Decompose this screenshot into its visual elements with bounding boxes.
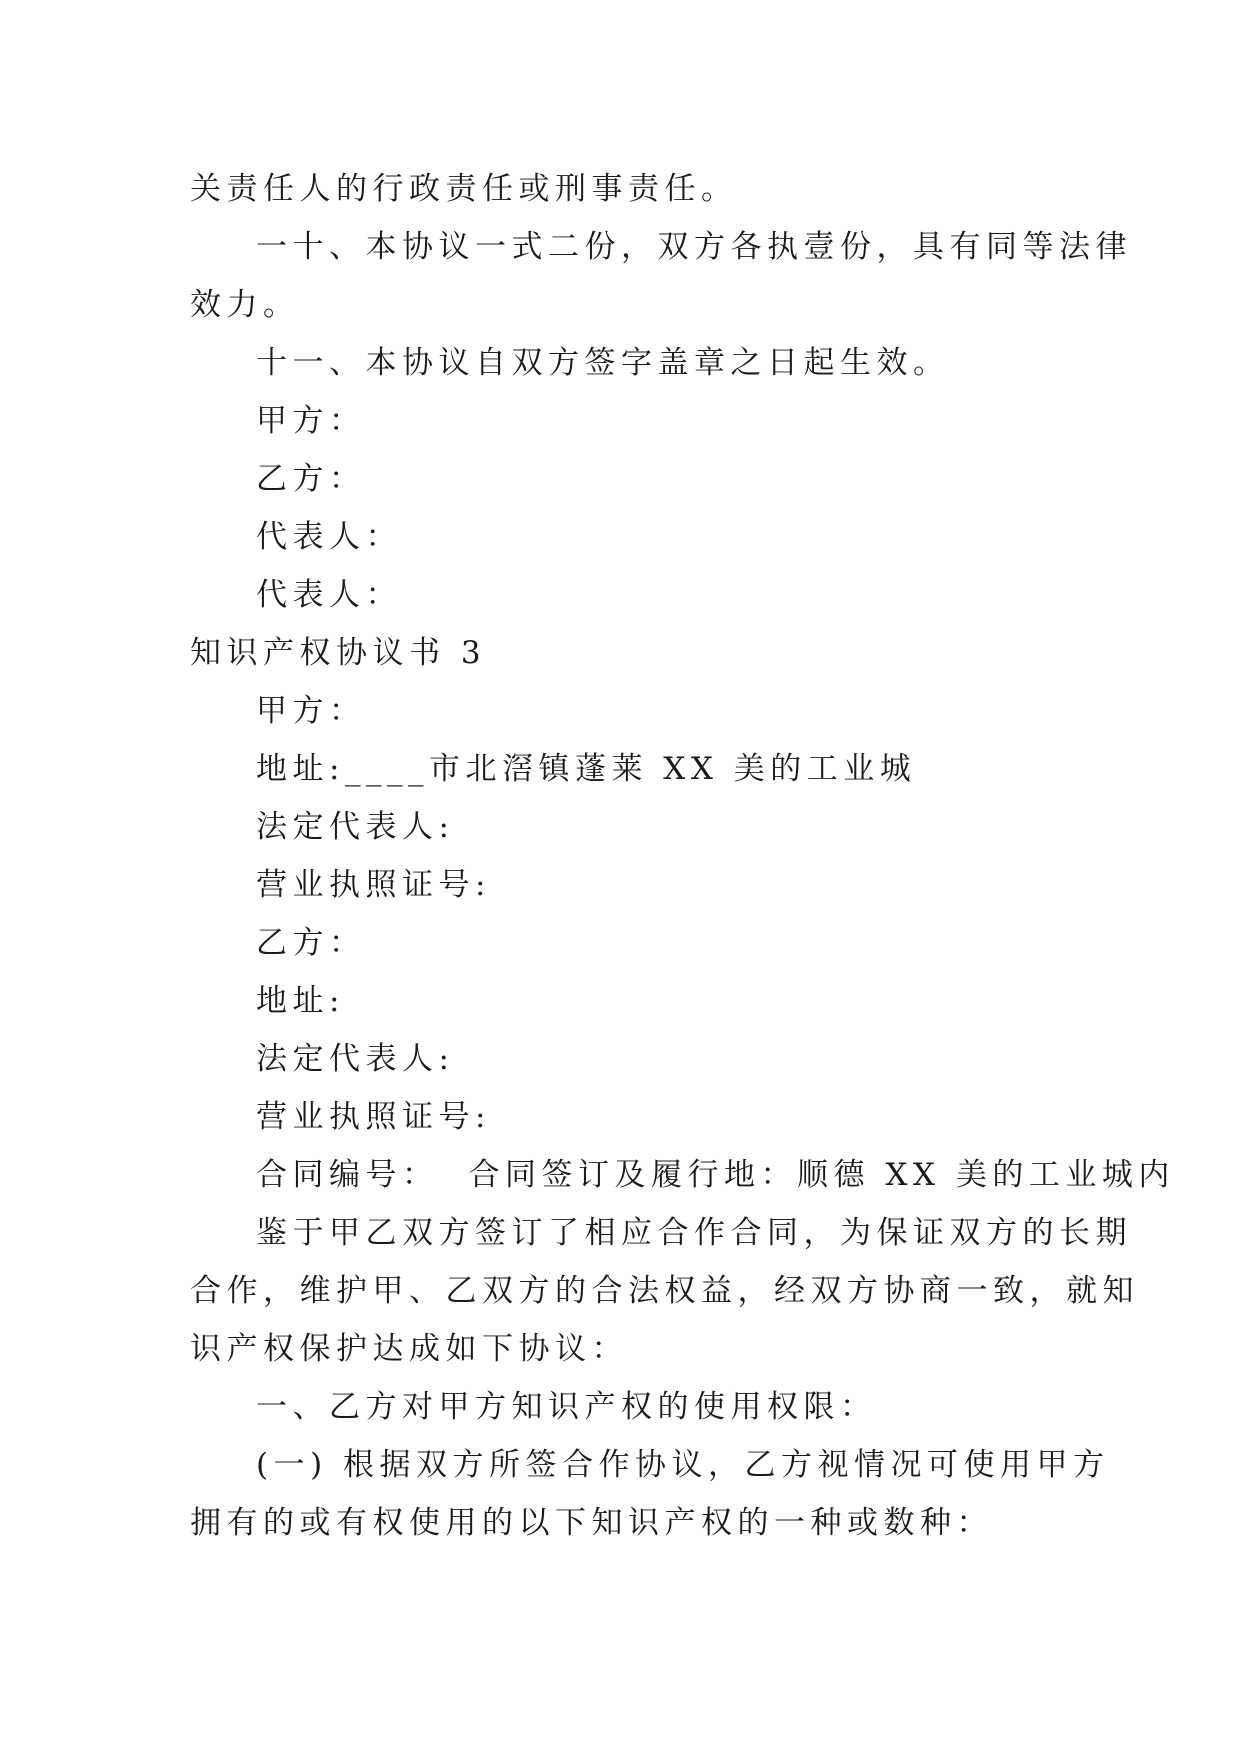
document-body: [190, 160, 1175, 1552]
party-a-label: 甲方：: [256, 693, 366, 729]
clause-heading: 一、乙方对甲方知识产权的使用权限：: [256, 1389, 877, 1425]
party-a-license: 营业执照证号:: [256, 867, 491, 903]
party-b-address: 地址:: [256, 983, 345, 1019]
contract-info-line: [190, 1146, 1175, 1204]
signature-field-party-a: 甲方：: [256, 403, 366, 439]
signature-field-representative: 代表人：: [256, 519, 402, 555]
signature-field-representative: 代表人：: [256, 577, 402, 613]
party-a-legal-rep: 法定代表人:: [256, 809, 455, 845]
text-line: 十一、本协议自双方签字盖章之日起生效。: [256, 345, 950, 381]
contract-place-label: 合同签订及履行地：顺德 XX 美的工业城内: [468, 1157, 1175, 1193]
text-line: 拥有的或有权使用的以下知识产权的一种或数种：: [190, 1505, 993, 1541]
text-line: 合作，维护甲、乙双方的合法权益，经双方协商一致，就知: [190, 1273, 1139, 1309]
party-b-label: 乙方：: [256, 925, 366, 961]
text-line: 关责任人的行政责任或刑事责任。: [190, 171, 738, 207]
signature-field-party-b: 乙方：: [256, 461, 366, 497]
party-b-license: 营业执照证号:: [256, 1099, 491, 1135]
text-line: 一十、本协议一式二份，双方各执壹份，具有同等法律: [256, 229, 1132, 265]
text-line: 鉴于甲乙双方签订了相应合作合同，为保证双方的长期: [256, 1215, 1132, 1251]
party-a-address: 地址:____市北滘镇蓬莱 XX 美的工业城: [256, 751, 917, 787]
contract-number-label: 合同编号：: [256, 1157, 439, 1193]
text-line: 识产权保护达成如下协议：: [190, 1331, 628, 1367]
section-heading: 知识产权协议书 3: [190, 635, 487, 671]
text-line: (一) 根据双方所签合作协议，乙方视情况可使用甲方: [256, 1447, 1110, 1483]
text-line: 效力。: [190, 287, 300, 323]
party-b-legal-rep: 法定代表人:: [256, 1041, 455, 1077]
